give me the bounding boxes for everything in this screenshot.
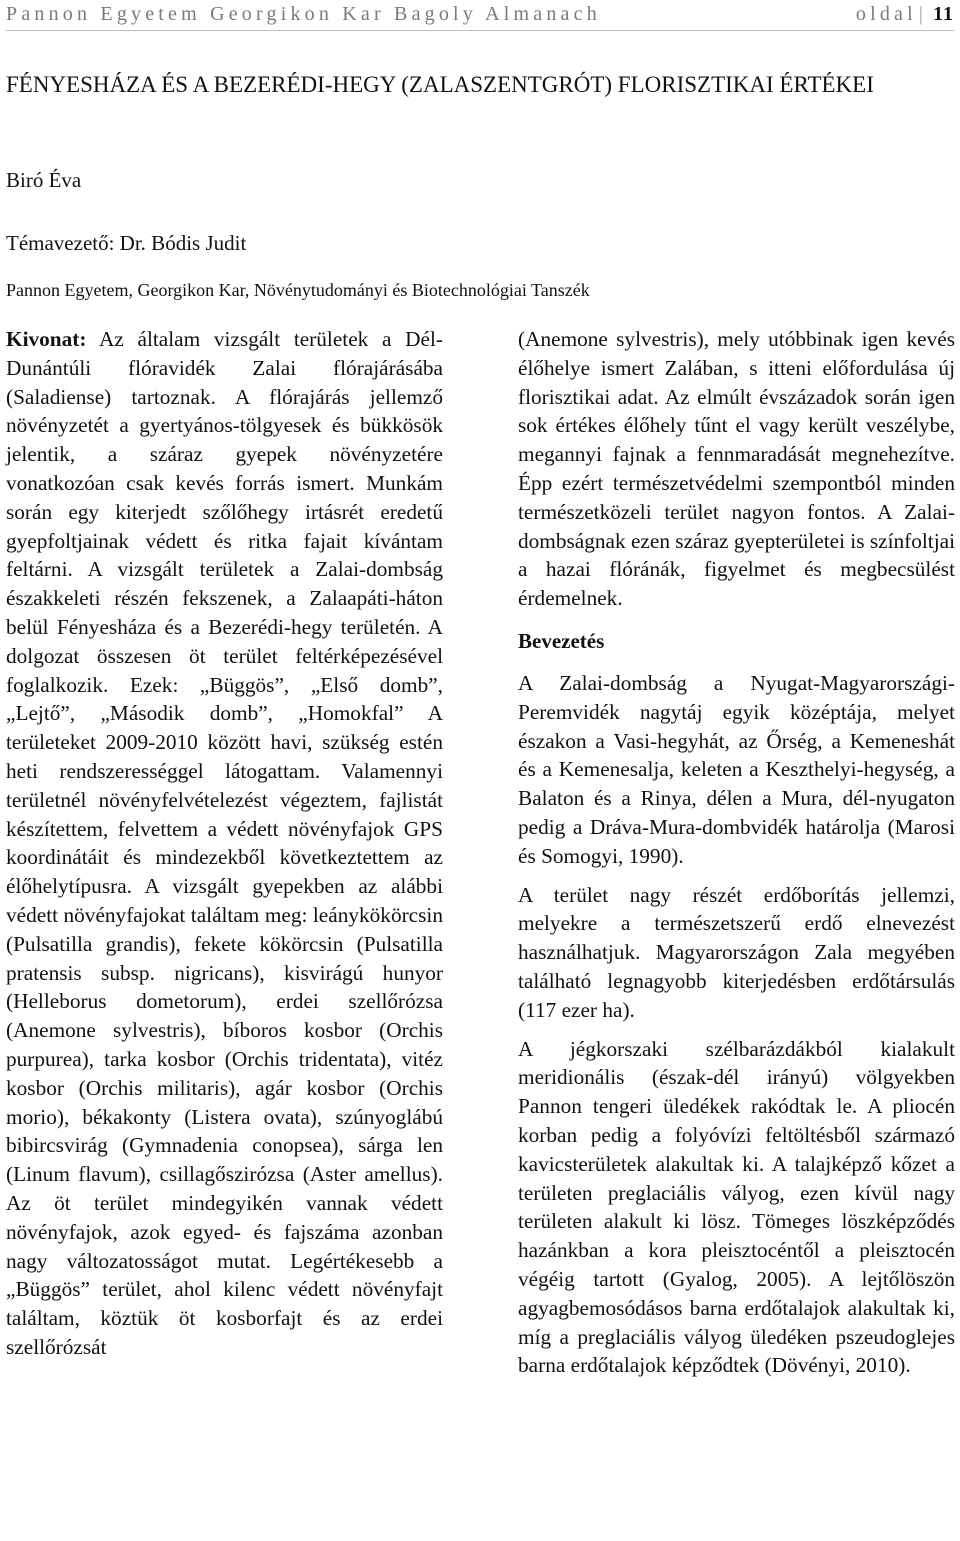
header-rule (6, 30, 954, 31)
right-column (518, 325, 955, 1380)
abstract-text: Az általam vizsgált területek a Dél-Dunántúli flóravidék Zalai flórajárásába (Saladiense) tartoznak. A flórajárás jellemző növényzetét a gyertyános-tölgyesek és bükkösök jelentik, a száraz gyepek növényzetére vonatkozóan csak kevés forrás ismert. Munkám során egy kiterjedt szőlőhegy irtásrét eredetű gyepfoltjainak védett és ritka fajait kívántam feltárni. A vizsgált területek a Zalai-dombság északkeleti részén fekszenek, a Zalaapáti-háton belül Fényesháza és a Bezerédi-hegy területén. A dolgozat összesen öt terület feltérképezésével foglalkozik. Ezek: „Büggös”, „Első domb”, „Lejtő”, „Második domb”, „Homokfal” A területeket 2009-2010 között havi, szükség estén heti rendszerességgel látogattam. Valamennyi területnél növényfelvételezést végeztem, fajlistát készítettem, felvettem a védett növényfajok GPS koordinátáit és mindezekből következtettem az élőhelytípusra. A vizsgált gyepekben az alábbi védett növényfajokat találtam meg: leánykökörcsin (Pulsatilla grandis), fekete kökörcsin (Pulsatilla pratensis subsp. nigricans), kisvirágú hunyor (Helleborus dometorum), erdei szellőrózsa (Anemone sylvestris), bíboros kosbor (Orchis purpurea), tarka kosbor (Orchis tridentata), vitéz kosbor (Orchis militaris), agár kosbor (Orchis morio), békakonty (Listera ovata), szúnyoglábú bibircsvirág (Gymnadenia conopsea), sárga len (Linum flavum), csillagőszirózsa (Aster amellus). Az öt terület mindegyikén vannak védett növényfajok, azok egyed- és fajszáma azonban nagy változatosságot mutat. Legértékesebb a „Büggös” terület, ahol kilenc védett növényfajt találtam, köztük öt kosborfajt és az erdei szellőrózsát (6, 327, 443, 1359)
supervisor: Témavezető: Dr. Bódis Judit (6, 231, 247, 255)
abstract-continuation: (Anemone sylvestris), mely utóbbinak igen kevés élőhelye ismert Zalában, s itteni előfordulása új florisztikai adat. Az elmúlt évszázadok során igen sok értékes élőhely tűnt el vagy került veszélybe, megannyi fajnak a fennmaradását megnehezítve. Épp ezért természetvédelmi szempontból minden természetközeli terület nagyon fontos. A Zalai-dombságnak ezen száraz gyepterületei is színfoltjai a hazai flóránák, figyelmet és megbecsülést érdemelnek. (518, 327, 956, 611)
affiliation: Pannon Egyetem, Georgikon Kar, Növénytudományi és Biotechnológiai Tanszék (6, 280, 590, 300)
page-separator: | (918, 2, 928, 25)
section-heading-introduction: Bevezetés (518, 628, 605, 653)
page-number: 11 (933, 2, 954, 25)
page-indicator (856, 3, 954, 26)
running-header (6, 2, 954, 26)
abstract-label: Kivonat: (6, 327, 87, 351)
page-label: oldal (855, 2, 917, 25)
journal-title: Pannon Egyetem Georgikon Kar Bagoly Almanach (6, 2, 601, 25)
author: Biró Éva (6, 168, 82, 192)
intro-paragraph: A Zalai-dombság a Nyugat-Magyarországi-Peremvidék nagytáj egyik középtája, melyet északon a Vasi-hegyhát, az Őrség, a Kemeneshát és a Kemenesalja, keleten a Keszthelyi-hegység, a Balaton és a Rinya, délen a Mura, dél-nyugaton pedig a Dráva-Mura-dombvidék határolja (Marosi és Somogyi, 1990). (518, 670, 955, 868)
abstract-paragraph (6, 325, 443, 1362)
intro-paragraph: A terület nagy részét erdőborítás jellemzi, melyekre a természetszerű erdő elnevezést használhatjuk. Magyarországon Zala megyében található legnagyobb kiterjedésben erdőtársulás (117 ezer ha). (518, 882, 955, 1022)
article-title: FÉNYESHÁZA ÉS A BEZERÉDI-HEGY (ZALASZENTGRÓT) FLORISZTIKAI ÉRTÉKEI (6, 72, 874, 97)
intro-paragraph: A jégkorszaki szélbarázdákból kialakult meridionális (észak-dél irányú) völgyekben Pannon tengeri üledékek rakódtak le. A pliocén korban pedig a folyóvízi feltöltésből származó kavicsterületek alakultak ki. A talajképző kőzet a területen preglaciális vályog, ezen kívül nagy területen alakult ki lösz. Tömeges löszképződés hazánkban a kora pleisztocéntől a pleisztocén végéig tartott (Gyalog, 2005). A lejtőlöszön agyagbemosódásos barna erdőtalajok alakultak ki, míg a preglaciális vályog üledéken pszeudoglejes barna erdőtalajok képződtek (Dövényi, 2010). (518, 1036, 955, 1378)
left-column (6, 325, 443, 1362)
